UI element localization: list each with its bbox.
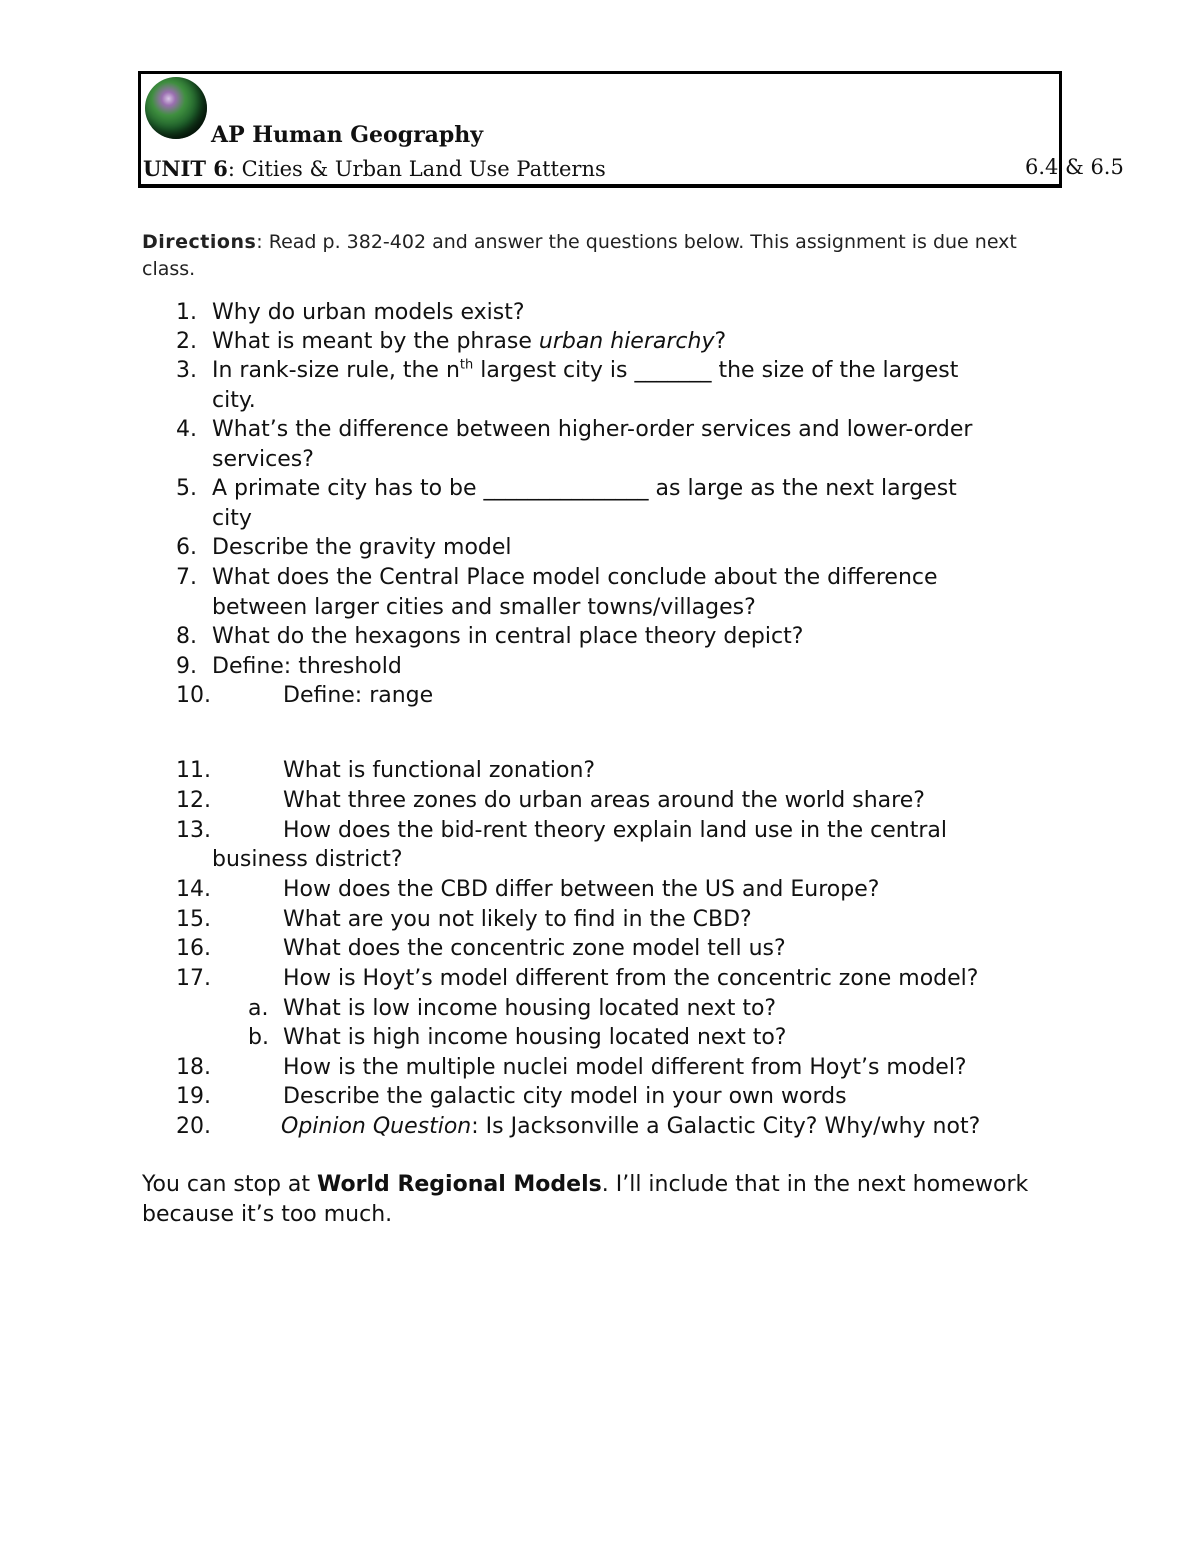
item-text: How does the bid-rent theory explain land use in the central [283, 818, 947, 843]
list-item-continuation: city [212, 506, 252, 531]
item-text: What do the hexagons in central place theory depict? [212, 624, 804, 649]
item-number: 9. [176, 654, 197, 679]
item-text-superscript: th [459, 357, 474, 373]
item-number: 7. [176, 565, 197, 590]
directions [142, 229, 1062, 283]
item-text: What is functional zonation? [283, 758, 596, 783]
item-number: b. [248, 1025, 269, 1050]
item-text: What’s the difference between higher-order services and lower-order [212, 417, 973, 442]
item-number: 18. [176, 1055, 211, 1080]
item-text-part: What is meant by the phrase [212, 329, 539, 354]
list-item-continuation: services? [212, 447, 314, 472]
item-text [281, 1112, 980, 1142]
item-number: 5. [176, 476, 197, 501]
item-text-part: : Is Jacksonville a Galactic City? Why/why not? [471, 1114, 981, 1139]
item-number: 2. [176, 329, 197, 354]
item-text: Define: range [283, 683, 434, 708]
item-number: 11. [176, 758, 211, 783]
item-number: 15. [176, 907, 211, 932]
item-text: What three zones do urban areas around the world share? [283, 788, 925, 813]
item-text: What are you not likely to find in the CBD? [283, 907, 752, 932]
item-text-part: largest city is _______ the size of the largest [473, 358, 959, 383]
item-text [212, 327, 726, 357]
closing-bold: World Regional Models [317, 1172, 602, 1197]
item-number: 14. [176, 877, 211, 902]
item-text-emphasis: urban hierarchy [538, 329, 715, 354]
item-text: Describe the galactic city model in your own words [283, 1084, 847, 1109]
item-text: How does the CBD differ between the US and Europe? [283, 877, 880, 902]
item-text: A primate city has to be _______________ as large as the next largest [212, 476, 957, 501]
course-title: AP Human Geography [211, 122, 484, 148]
list-item-continuation: business district? [212, 847, 403, 872]
item-number: 1. [176, 300, 197, 325]
item-number: 19. [176, 1084, 211, 1109]
directions-label: Directions [142, 231, 257, 253]
item-number: 13. [176, 818, 211, 843]
list-item-continuation: between larger cities and smaller towns/villages? [212, 595, 756, 620]
item-text [212, 356, 958, 386]
item-text-part: In rank-size rule, the n [212, 358, 460, 383]
list-item-continuation: city. [212, 388, 256, 413]
item-text: What does the concentric zone model tell us? [283, 936, 786, 961]
unit-line [143, 156, 606, 181]
item-number: 20. [176, 1114, 211, 1139]
item-text-emphasis: Opinion Question [281, 1114, 472, 1139]
item-number: 12. [176, 788, 211, 813]
item-number: 10. [176, 683, 211, 708]
item-text: Define: threshold [212, 654, 402, 679]
globe-logo-icon [145, 77, 207, 139]
item-text: What is low income housing located next to? [283, 996, 777, 1021]
unit-title: : Cities & Urban Land Use Patterns [227, 157, 606, 181]
unit-label: UNIT 6 [143, 156, 228, 181]
directions-text: : Read p. 382-402 and answer the questions below. This assignment is due next class. [142, 231, 1017, 280]
item-number: 6. [176, 535, 197, 560]
closing-text: . I’ll include that in the next homework because it’s too much. [142, 1172, 1029, 1227]
item-text: Describe the gravity model [212, 535, 512, 560]
item-text: What is high income housing located next to? [283, 1025, 787, 1050]
item-text: How is the multiple nuclei model different from Hoyt’s model? [283, 1055, 967, 1080]
header-box [138, 71, 1062, 188]
item-number: a. [248, 996, 269, 1021]
closing-text: You can stop at [142, 1172, 318, 1197]
item-text: What does the Central Place model conclude about the difference [212, 565, 938, 590]
unit-code: 6.4 & 6.5 [1025, 155, 1124, 179]
closing-note [142, 1170, 1042, 1230]
item-number: 16. [176, 936, 211, 961]
item-number: 3. [176, 358, 197, 383]
item-number: 4. [176, 417, 197, 442]
item-number: 8. [176, 624, 197, 649]
item-text-part: ? [714, 329, 727, 354]
item-text: How is Hoyt’s model different from the concentric zone model? [283, 966, 979, 991]
item-text: Why do urban models exist? [212, 300, 525, 325]
item-number: 17. [176, 966, 211, 991]
